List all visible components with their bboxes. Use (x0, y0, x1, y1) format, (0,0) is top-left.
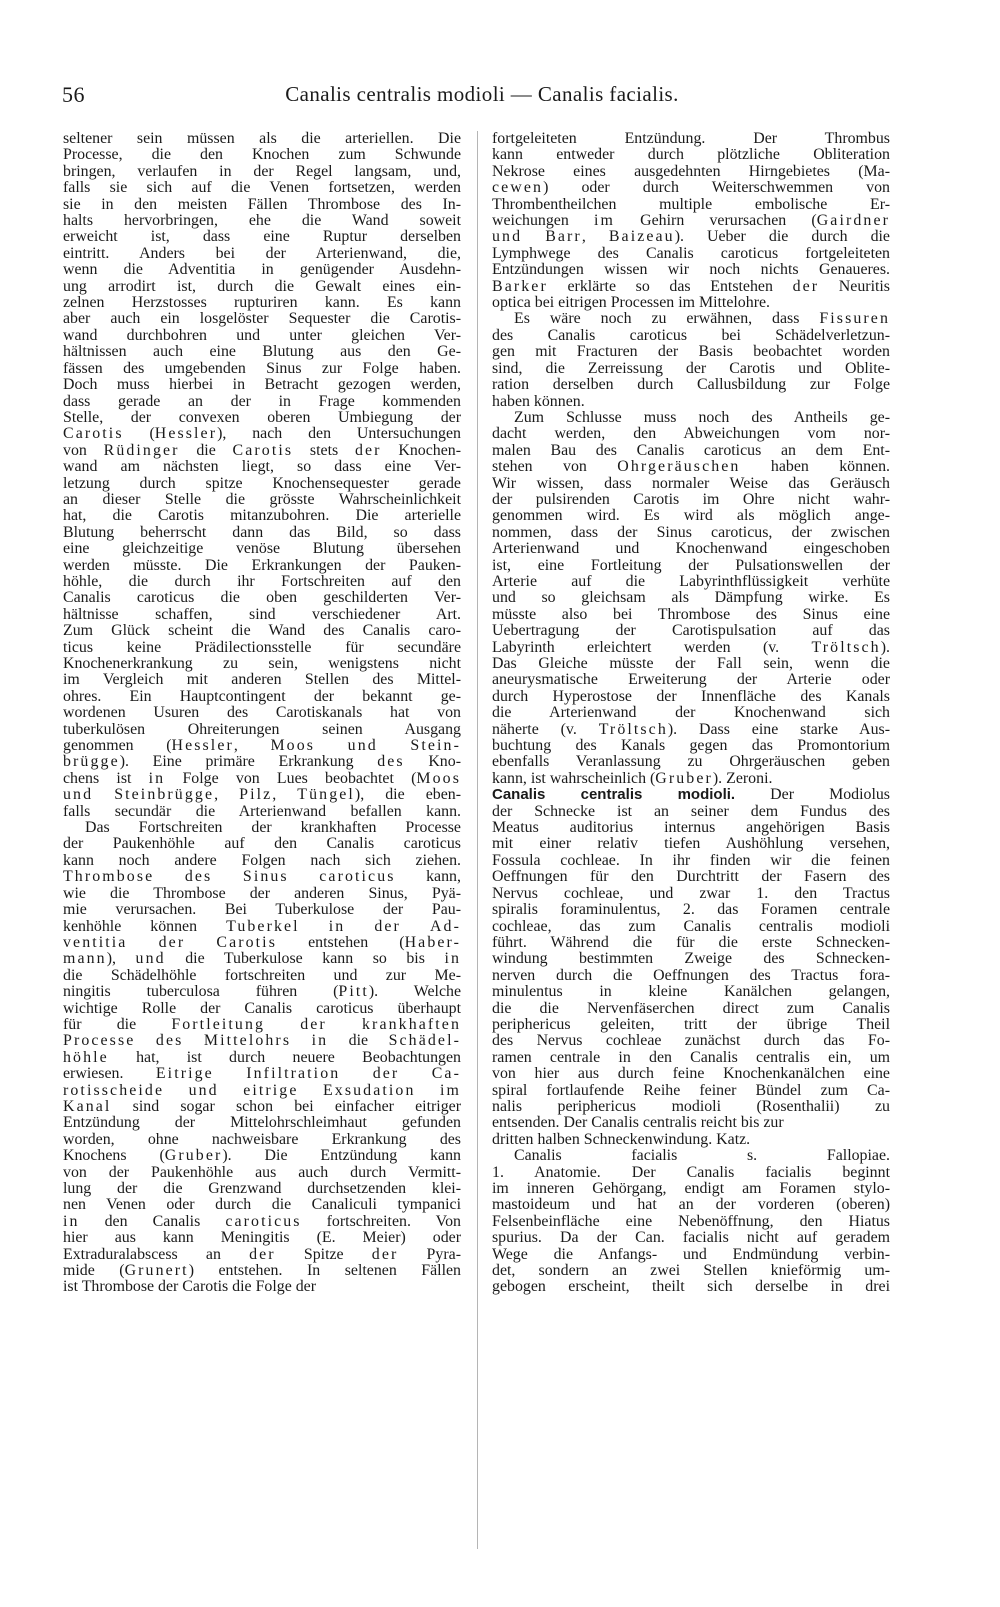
spaced-name: und (135, 951, 166, 968)
text-line: Blutung beherrscht dann das Bild, so dass (63, 524, 461, 541)
spaced-name: Moos (416, 770, 461, 787)
text-line: Fossula cochleae. In ihr finden wir die feinen (492, 852, 890, 869)
spaced-name: Exsudation (323, 1082, 416, 1099)
right-column (492, 131, 890, 1296)
text-line: Felsenbeinfläche eine Nebenöffnung, den Hiatus (492, 1213, 890, 1230)
text-line: hältnisse schaffen, sind verschiedener Art. (63, 606, 461, 623)
text-line: Nekrose eines ausgedehnten Hirngebietes (Ma- (492, 163, 890, 180)
text-line: lung der die Grenzwand durchsetzenden klei- (63, 1181, 461, 1197)
text-line: Zum Glück scheint die Wand des Canalis caro- (63, 623, 461, 640)
text-line: Lymphwege des Canalis caroticus fortgeleiteten (492, 245, 890, 262)
text-line: spiralis foraminulentus, 2. das Foramen centrale (492, 902, 890, 919)
text-line: für die Fortleitung der krankhaften (63, 1016, 461, 1033)
text-line: und Steinbrügge, Pilz, Tüngel), die eben- (63, 787, 461, 804)
spaced-name: im (439, 1082, 461, 1099)
text-line: falls sie sich auf die Venen fortsetzen, werden (63, 180, 461, 197)
spaced-name: Gruber (655, 770, 713, 787)
text-line: und Barr, Baizeau). Ueber die durch die (492, 229, 890, 246)
text-line: weichungen im Gehirn verursachen (Gairdner (492, 213, 890, 230)
text-line: wand am nächsten liegt, so dass eine Ver- (63, 459, 461, 476)
text-line: Entzündungen wissen wir noch nichts Genaueres. (492, 262, 890, 279)
text-line: wand durchbohren und unter gleichen Ver- (63, 327, 461, 344)
text-line: windung bestimmten Zweige des Schnecken- (492, 951, 890, 968)
spaced-name: Stein- (410, 738, 461, 755)
spaced-name: eitrige (243, 1082, 299, 1099)
text-line: müsste also bei Thrombose des Sinus eine (492, 606, 890, 623)
text-line: kann, ist wahrscheinlich (Gruber). Zeroni. (492, 770, 773, 787)
text-line: worden, ohne nachweisbare Erkrankung des (63, 1131, 461, 1148)
text-line: nalis periphericus modioli (Rosenthalii) zu (492, 1098, 890, 1115)
text-line: kann noch andere Folgen nach sich ziehen. (63, 852, 461, 869)
text-line: Entzündung der Mittelohrschleimhaut gefunden (63, 1115, 461, 1132)
spaced-name: Fissuren (819, 311, 890, 328)
spaced-name: Sinus (242, 869, 289, 886)
text-line: kann entweder durch plötzliche Obliteration (492, 147, 890, 164)
spaced-name: in (311, 1033, 329, 1050)
text-line: mide (Grunert) entstehen. In seltenen Fällen (63, 1263, 461, 1280)
spaced-name: im (593, 213, 615, 230)
text-line: periphericus geleiten, tritt der übrige Theil (492, 1016, 890, 1033)
text-line: buchtung des Kanals gegen das Promontorium (492, 738, 890, 755)
spaced-name: Barr (545, 229, 582, 246)
text-line: entsenden. Der Canalis centralis reicht bis zur (492, 1115, 784, 1132)
text-line: Uebertragung der Carotispulsation auf das (492, 623, 890, 640)
text-line: dass gerade an der in Frage kommenden (63, 393, 461, 410)
text-line: höhle hat, ist durch neuere Beobachtungen (63, 1049, 461, 1066)
text-line: näherte (v. Tröltsch). Dass eine starke Aus- (492, 721, 890, 738)
spaced-name: rotisscheide (63, 1082, 165, 1099)
spaced-name: der (374, 918, 401, 935)
text-line: mit einer relativ tiefen Aushöhlung versehen, (492, 836, 890, 853)
text-line: bringen, verlaufen in der Regel langsam, und, (63, 163, 461, 180)
text-line: und so gleichsam als Dämpfung wirke. Es (492, 590, 890, 607)
text-line: Kanal sind sogar schon bei einfacher eitriger (63, 1098, 461, 1115)
column-divider (477, 131, 478, 1549)
spaced-name: Grunert (124, 1263, 189, 1280)
text-line: mann), und die Tuberkulose kann so bis in (63, 951, 461, 968)
spaced-name: der (372, 1066, 400, 1083)
text-line: Arterienwand und Knochenwand eingeschoben (492, 541, 890, 558)
spaced-name: Hessler (154, 426, 218, 443)
text-line: ramen centrale in den Canalis centralis ein, um (492, 1049, 890, 1066)
text-line: minulentus in kleine Kanälchen gelangen, (492, 984, 890, 1001)
spaced-name: Tuberkel (226, 918, 300, 935)
text-line: ung arrodirt ist, durch die Gewalt eines ein- (63, 278, 461, 295)
text-line: Processe des Mittelohrs in die Schädel- (63, 1033, 461, 1050)
spaced-name: Haber- (404, 934, 461, 951)
text-line: Labyrinth erleichtert werden (v. Tröltsch). (492, 639, 890, 656)
text-line: ebenfalls Veranlassung zu Ohrgeräuschen geben (492, 754, 890, 771)
spaced-name: des (377, 754, 405, 771)
text-line: hältnissen auch eine Blutung aus den Ge- (63, 344, 461, 361)
running-head: Canalis centralis modioli — Canalis facialis. (285, 82, 679, 106)
text-line: haben können. (492, 393, 585, 410)
spaced-name: Barker (492, 278, 548, 295)
text-line: 1. Anatomie. Der Canalis facialis beginnt (492, 1164, 890, 1181)
text-line: spurius. Da der Can. facialis nicht auf geradem (492, 1230, 890, 1247)
text-line: ticus keine Prädilectionsstelle für secundäre (63, 639, 461, 656)
spaced-name: Ohrgeräuschen (617, 459, 741, 476)
spaced-name: Tröltsch (598, 721, 668, 738)
text-line: fortgeleiteten Entzündung. Der Thrombus (492, 131, 890, 147)
spaced-name: Carotis (63, 426, 124, 443)
text-line: wenn die Adventitia in genügender Ausdehn- (63, 262, 461, 279)
text-line: werden müsste. Die Erkrankungen der Pauken- (63, 557, 461, 574)
text-line: hat, die Carotis mitanzubohren. Die arterielle (63, 508, 461, 525)
text-line: wordenen Usuren des Carotiskanals hat von (63, 705, 461, 722)
text-line (63, 1083, 461, 1099)
text-line: malen Bau des Canalis caroticus an dem Ent- (492, 442, 890, 459)
spaced-name: der (792, 278, 820, 295)
spaced-name: Tüngel (297, 787, 355, 804)
text-line: nommen, dass der Sinus caroticus, der zwischen (492, 524, 890, 541)
spaced-name: Pilz (239, 787, 273, 804)
spaced-name: des (155, 1033, 184, 1050)
spaced-name: des (184, 869, 213, 886)
spaced-name: der (249, 1246, 276, 1263)
text-line: Doch muss hierbei in Betracht gezogen werden, (63, 377, 461, 394)
text-line: von hier aus durch feine Knochenkanälchen eine (492, 1066, 890, 1083)
text-line: Wir wissen, dass normaler Weise das Geräusch (492, 475, 890, 492)
text-line: cochleae, das zum Canalis centralis modioli (492, 918, 890, 935)
text-line: zelnen Herzstosses rupturiren kann. Es kann (63, 295, 461, 312)
spaced-name: und (63, 787, 94, 804)
text-line: chens ist in Folge von Lues beobachtet (Moos (63, 770, 461, 787)
text-line: wie die Thrombose der anderen Sinus, Pyä- (63, 885, 461, 902)
spaced-name: Moos (270, 738, 316, 755)
text-line: letzung durch spitze Knochensequester gerade (63, 475, 461, 492)
text-line: höhle, die durch ihr Fortschreiten auf den (63, 573, 461, 590)
text-line: im Vergleich mit anderen Stellen des Mittel- (63, 672, 461, 689)
spaced-name: Tröltsch (811, 639, 881, 656)
text-line: Zum Schlusse muss noch des Antheils ge- (514, 409, 890, 426)
text-line: ist, eine Fortleitung der Pulsationswellen der (492, 557, 890, 574)
text-line: fässen des umgebenden Sinus zur Folge haben. (63, 360, 461, 377)
spaced-name: in (148, 770, 166, 787)
text-line: der pulsirenden Carotis im Ohre nicht wahr- (492, 491, 890, 508)
spaced-name: und (347, 738, 378, 755)
text-line: tuberkulösen Ohreiterungen seinen Ausgang (63, 721, 461, 738)
spaced-name: und (188, 1082, 219, 1099)
text-line: Arterie auf die Labyrinthflüssigkeit verhüte (492, 573, 890, 590)
text-line: falls secundär die Arterienwand befallen kann. (63, 803, 461, 820)
section-heading: Canalis centralis modioli. (492, 787, 736, 804)
text-line: ration derselben durch Callusbildung zur Folge (492, 377, 890, 394)
spaced-name: der (300, 1016, 327, 1033)
spaced-name: Hessler (171, 738, 234, 755)
text-line: optica bei eitrigen Processen im Mittelohre. (492, 295, 771, 312)
text-line: nerven durch die Oeffnungen des Tractus fora- (492, 967, 890, 984)
text-line: wichtige Rolle der Canalis caroticus überhaupt (63, 1000, 461, 1017)
text-line: Barker erklärte so das Entstehen der Neuritis (492, 278, 890, 295)
text-line: genommen wird. Es wird als möglich ange- (492, 508, 890, 525)
text-line: führt. Während die für die erste Schnecken- (492, 934, 890, 951)
spaced-name: in (444, 951, 461, 968)
text-line: aber auch ein losgelöster Sequester die Carotis- (63, 311, 461, 328)
text-line: ningitis tuberculosa führen (Pitt). Welche (63, 984, 461, 1001)
text-line: Thrombose des Sinus caroticus kann, (63, 869, 461, 886)
text-line: mastoideum und hat an der vorderen (oberen) (492, 1197, 890, 1214)
text-line: dritten halben Schneckenwindung. Katz. (492, 1131, 751, 1148)
spaced-name: Baizeau (608, 229, 675, 246)
text-line: an dieser Stelle die grösste Wahrscheinlichkeit (63, 491, 461, 508)
text-line: halts hervorbringen, ehe die Wand soweit (63, 213, 461, 230)
text-line: des Canalis caroticus bei Schädelverletzun- (492, 327, 890, 344)
spaced-name: in (63, 1213, 80, 1230)
text-line: Thrombentheilchen multiple embolische Er- (492, 196, 890, 213)
text-line: Oeffnungen für den Durchtritt der Fasern des (492, 869, 890, 886)
text-line: der Schnecke ist an seiner dem Fundus des (492, 803, 890, 820)
text-line: eine gleichzeitige venöse Blutung übersehen (63, 541, 461, 558)
text-line: Canalis facialis s. Fallopiae. (514, 1148, 890, 1165)
text-line: nen Venen oder durch die Canaliculi tympanici (63, 1197, 461, 1214)
spaced-name: Thrombose (63, 869, 155, 886)
text-line: Das Gleiche müsste der Fall sein, wenn die (492, 656, 890, 672)
text-line: erweicht ist, dass eine Ruptur derselben (63, 229, 461, 246)
spaced-name: Infiltration (246, 1066, 341, 1083)
text-line: Knochenerkrankung zu sein, wenigstens nicht (63, 656, 461, 672)
spaced-name: Gruber (164, 1148, 223, 1165)
text-line: seltener sein müssen als die arteriellen. Die (63, 131, 461, 147)
text-line: sie in den meisten Fällen Thrombose des In- (63, 196, 461, 213)
spaced-name: Kanal (63, 1098, 112, 1115)
text-line: Processe, die den Knochen zum Schwunde (63, 147, 461, 164)
spaced-name: Pitt (338, 984, 369, 1001)
spaced-name: der (158, 934, 186, 951)
spaced-name: Carotis (232, 442, 294, 459)
spaced-name: Ad- (429, 918, 461, 935)
text-line: det, sondern an zwei Stellen knieförmig um- (492, 1263, 890, 1280)
spaced-name: Rüdinger (103, 442, 180, 459)
text-line: eintritt. Anders bei der Arterienwand, die, (63, 245, 461, 262)
spaced-name: Ca- (431, 1066, 461, 1083)
spaced-name: caroticus (319, 869, 396, 886)
text-line: von Rüdinger die Carotis stets der Knochen- (63, 442, 461, 459)
text-line: erwiesen. Eitrige Infiltration der Ca- (63, 1066, 461, 1083)
text-line: gebogen erscheint, theilt sich derselbe in drei (492, 1279, 890, 1296)
text-line: Canalis caroticus die oben geschilderten Ver- (63, 590, 461, 607)
text-line: hier aus kann Meningitis (E. Meier) oder (63, 1230, 461, 1247)
text-line: Canalis centralis modioli. Der Modiolus (492, 787, 890, 804)
text-line: kenhöhle können Tuberkel in der Ad- (63, 918, 461, 935)
spaced-name: cewen (492, 180, 544, 197)
text-line: Stelle, der convexen oberen Umbiegung der (63, 409, 461, 426)
spaced-name: höhle (63, 1049, 109, 1066)
spaced-name: Eitrige (155, 1066, 214, 1083)
spaced-name: der (371, 1246, 399, 1263)
text-line: ventitia der Carotis entstehen (Haber- (63, 934, 461, 951)
text-line: genommen (Hessler, Moos und Stein- (63, 738, 461, 755)
text-line: mie verursachen. Bei Tuberkulose der Pau- (63, 902, 461, 919)
spaced-name: der (354, 442, 382, 459)
text-line: des Nervus cochleae zunächst durch das Fo- (492, 1033, 890, 1050)
text-line: aneurysmatische Erweiterung der Arterie oder (492, 672, 890, 689)
spaced-name: Steinbrügge (114, 787, 215, 804)
spaced-name: caroticus (225, 1213, 302, 1230)
spaced-name: ventitia (63, 934, 128, 951)
text-line: Knochens (Gruber). Die Entzündung kann (63, 1148, 461, 1165)
text-line: Meatus auditorius internus angehörigen Basis (492, 820, 890, 837)
spaced-name: Carotis (216, 934, 277, 951)
text-line: die die Nervenfäserchen direct zum Canalis (492, 1000, 890, 1017)
spaced-name: Mittelohrs (203, 1033, 292, 1050)
text-line: sind, die Zerreissung der Carotis und Oblite- (492, 360, 890, 377)
text-line: Carotis (Hessler), nach den Untersuchungen (63, 426, 461, 443)
spaced-name: und (492, 229, 523, 246)
text-line: die Schädelhöhle fortschreiten und zur Me- (63, 967, 461, 984)
text-line: Es wäre noch zu erwähnen, dass Fissuren (514, 311, 890, 328)
page-number: 56 (62, 82, 85, 107)
text-line: von der Paukenhöhle aus auch durch Vermitt- (63, 1164, 461, 1181)
spaced-name: Fortleitung (171, 1016, 266, 1033)
spaced-name: krankhaften (362, 1016, 461, 1033)
left-column (63, 131, 461, 1296)
text-line: dacht werden, den Abweichungen vom nor- (492, 426, 890, 443)
text-line: der Paukenhöhle auf den Canalis caroticus (63, 836, 461, 853)
text-line: im inneren Gehörgang, endigt am Foramen stylo- (492, 1181, 890, 1197)
text-line: brügge). Eine primäre Erkrankung des Kno- (63, 754, 461, 771)
text-line: durch Hyperostose der Innenfläche des Kanals (492, 688, 890, 705)
text-line: Nervus cochleae, und zwar 1. den Tractus (492, 885, 890, 902)
text-line: Das Fortschreiten der krankhaften Processe (85, 820, 461, 837)
text-line: cewen) oder durch Weiterschwemmen von (492, 180, 890, 197)
text-line: ist Thrombose der Carotis die Folge der (63, 1279, 317, 1296)
text-line: gen mit Fracturen der Basis beobachtet worden (492, 344, 890, 361)
page-header (62, 82, 902, 114)
text-line: Wege die Anfangs- und Endmündung verbin- (492, 1246, 890, 1263)
text-line: Extraduralabscess an der Spitze der Pyra- (63, 1246, 461, 1263)
text-line: stehen von Ohrgeräuschen haben können. (492, 459, 890, 476)
text-line: in den Canalis caroticus fortschreiten. Von (63, 1213, 461, 1230)
text-line: spiral fortlaufende Reihe feiner Bündel zum Ca- (492, 1082, 890, 1099)
spaced-name: in (328, 918, 346, 935)
spaced-name: brügge (63, 754, 120, 771)
spaced-name: mann (63, 951, 107, 968)
spaced-name: Gairdner (816, 213, 890, 230)
spaced-name: Processe (63, 1033, 136, 1050)
text-line: ohres. Ein Hauptcontingent der bekannt ge- (63, 688, 461, 705)
spaced-name: Schädel- (388, 1033, 461, 1050)
text-line: die Arterienwand der Knochenwand sich (492, 705, 890, 722)
